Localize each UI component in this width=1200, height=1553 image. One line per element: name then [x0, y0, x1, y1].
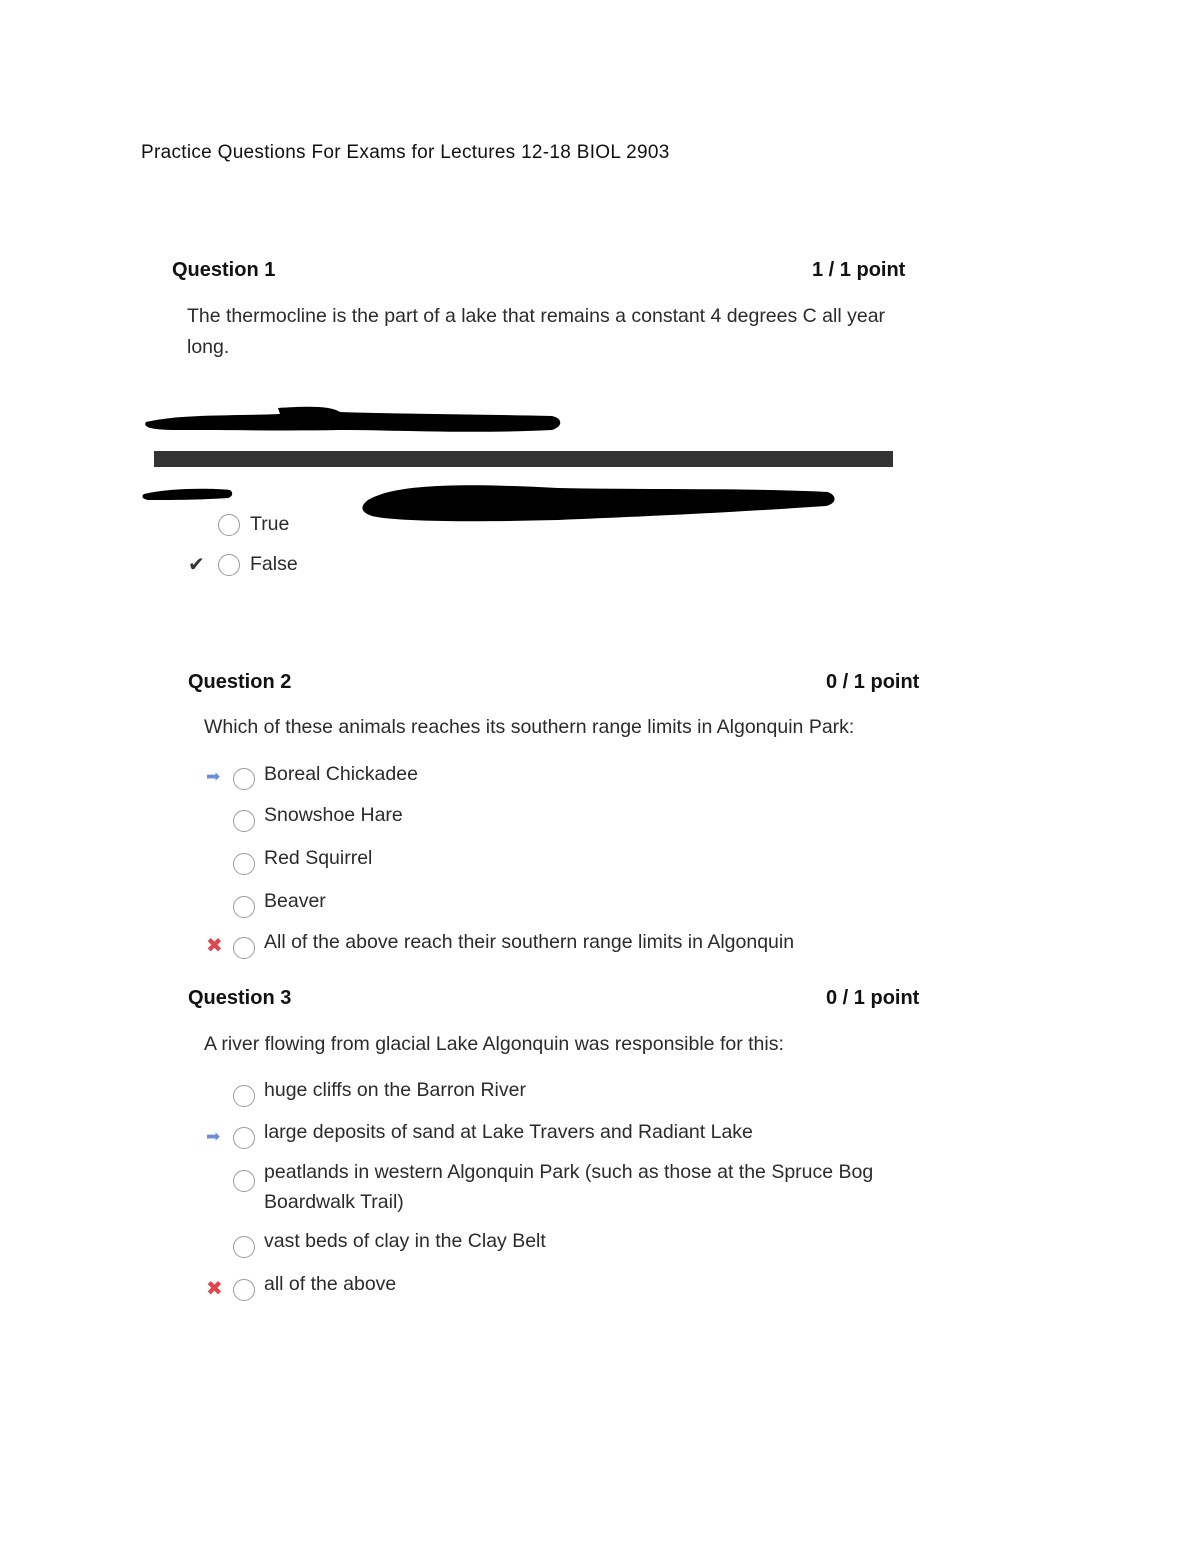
- question-2-option[interactable]: [0, 843, 900, 873]
- radio-button[interactable]: [233, 1236, 255, 1258]
- question-3-option[interactable]: [0, 1075, 900, 1105]
- question-3-option[interactable]: [0, 1157, 940, 1219]
- option-label: Boreal Chickadee: [264, 763, 418, 785]
- question-1-text: The thermocline is the part of a lake that remains a constant 4 degrees C all year long.: [187, 305, 886, 358]
- question-2-option[interactable]: [0, 927, 900, 957]
- check-icon: ✔: [188, 554, 205, 576]
- question-2-option[interactable]: [0, 800, 900, 830]
- option-label: True: [250, 513, 290, 535]
- option-label: all of the above: [264, 1273, 397, 1295]
- cross-icon: ✖: [206, 935, 223, 957]
- question-1-option[interactable]: [0, 549, 600, 579]
- question-1-option[interactable]: [0, 509, 600, 539]
- radio-button[interactable]: [233, 1170, 255, 1192]
- question-2-option[interactable]: [0, 886, 900, 916]
- option-label: All of the above reach their southern range limits in Algonquin: [264, 931, 795, 953]
- radio-button[interactable]: [233, 810, 255, 832]
- question-3-text: A river flowing from glacial Lake Algonquin was responsible for this:: [204, 1033, 784, 1055]
- radio-button[interactable]: [218, 554, 240, 576]
- question-1-title: Question 1: [172, 259, 276, 281]
- radio-button[interactable]: [233, 853, 255, 875]
- question-2-text: Which of these animals reaches its southern range limits in Algonquin Park:: [204, 716, 855, 738]
- question-3-points: 0 / 1 point: [826, 987, 920, 1009]
- arrow-icon: ➡: [206, 767, 221, 786]
- question-3-option[interactable]: [0, 1226, 900, 1256]
- radio-button[interactable]: [233, 896, 255, 918]
- redaction-scribble-1: [140, 400, 570, 440]
- option-label: peatlands in western Algonquin Park (such as those at the Spruce Bog Boardwalk Trail): [264, 1161, 874, 1213]
- radio-button[interactable]: [233, 1085, 255, 1107]
- redaction-scribble-2: [140, 484, 240, 504]
- radio-button[interactable]: [233, 937, 255, 959]
- question-1-points-clip: [800, 259, 906, 287]
- question-2-title: Question 2: [188, 671, 292, 693]
- radio-button[interactable]: [233, 768, 255, 790]
- option-label: vast beds of clay in the Clay Belt: [264, 1230, 546, 1252]
- arrow-icon: ➡: [206, 1127, 221, 1146]
- question-3-title: Question 3: [188, 987, 292, 1009]
- option-label: huge cliffs on the Barron River: [264, 1079, 526, 1101]
- option-label: Beaver: [264, 890, 326, 912]
- radio-button[interactable]: [233, 1279, 255, 1301]
- option-label: Snowshoe Hare: [264, 804, 403, 826]
- question-3-option[interactable]: [0, 1269, 900, 1299]
- question-3-option[interactable]: [0, 1117, 900, 1147]
- radio-button[interactable]: [233, 1127, 255, 1149]
- option-label: Red Squirrel: [264, 847, 373, 869]
- cross-icon: ✖: [206, 1278, 223, 1300]
- question-2-points: 0 / 1 point: [826, 671, 920, 693]
- radio-button[interactable]: [218, 514, 240, 536]
- option-label: large deposits of sand at Lake Travers and Radiant Lake: [264, 1121, 753, 1143]
- document-title: Practice Questions For Exams for Lectures 12-18 BIOL 2903: [141, 142, 670, 163]
- question-2-option[interactable]: [0, 759, 900, 789]
- option-label: False: [250, 553, 298, 575]
- redaction-bar: [154, 451, 893, 467]
- question-1-points: 1 / 1 point: [812, 259, 906, 281]
